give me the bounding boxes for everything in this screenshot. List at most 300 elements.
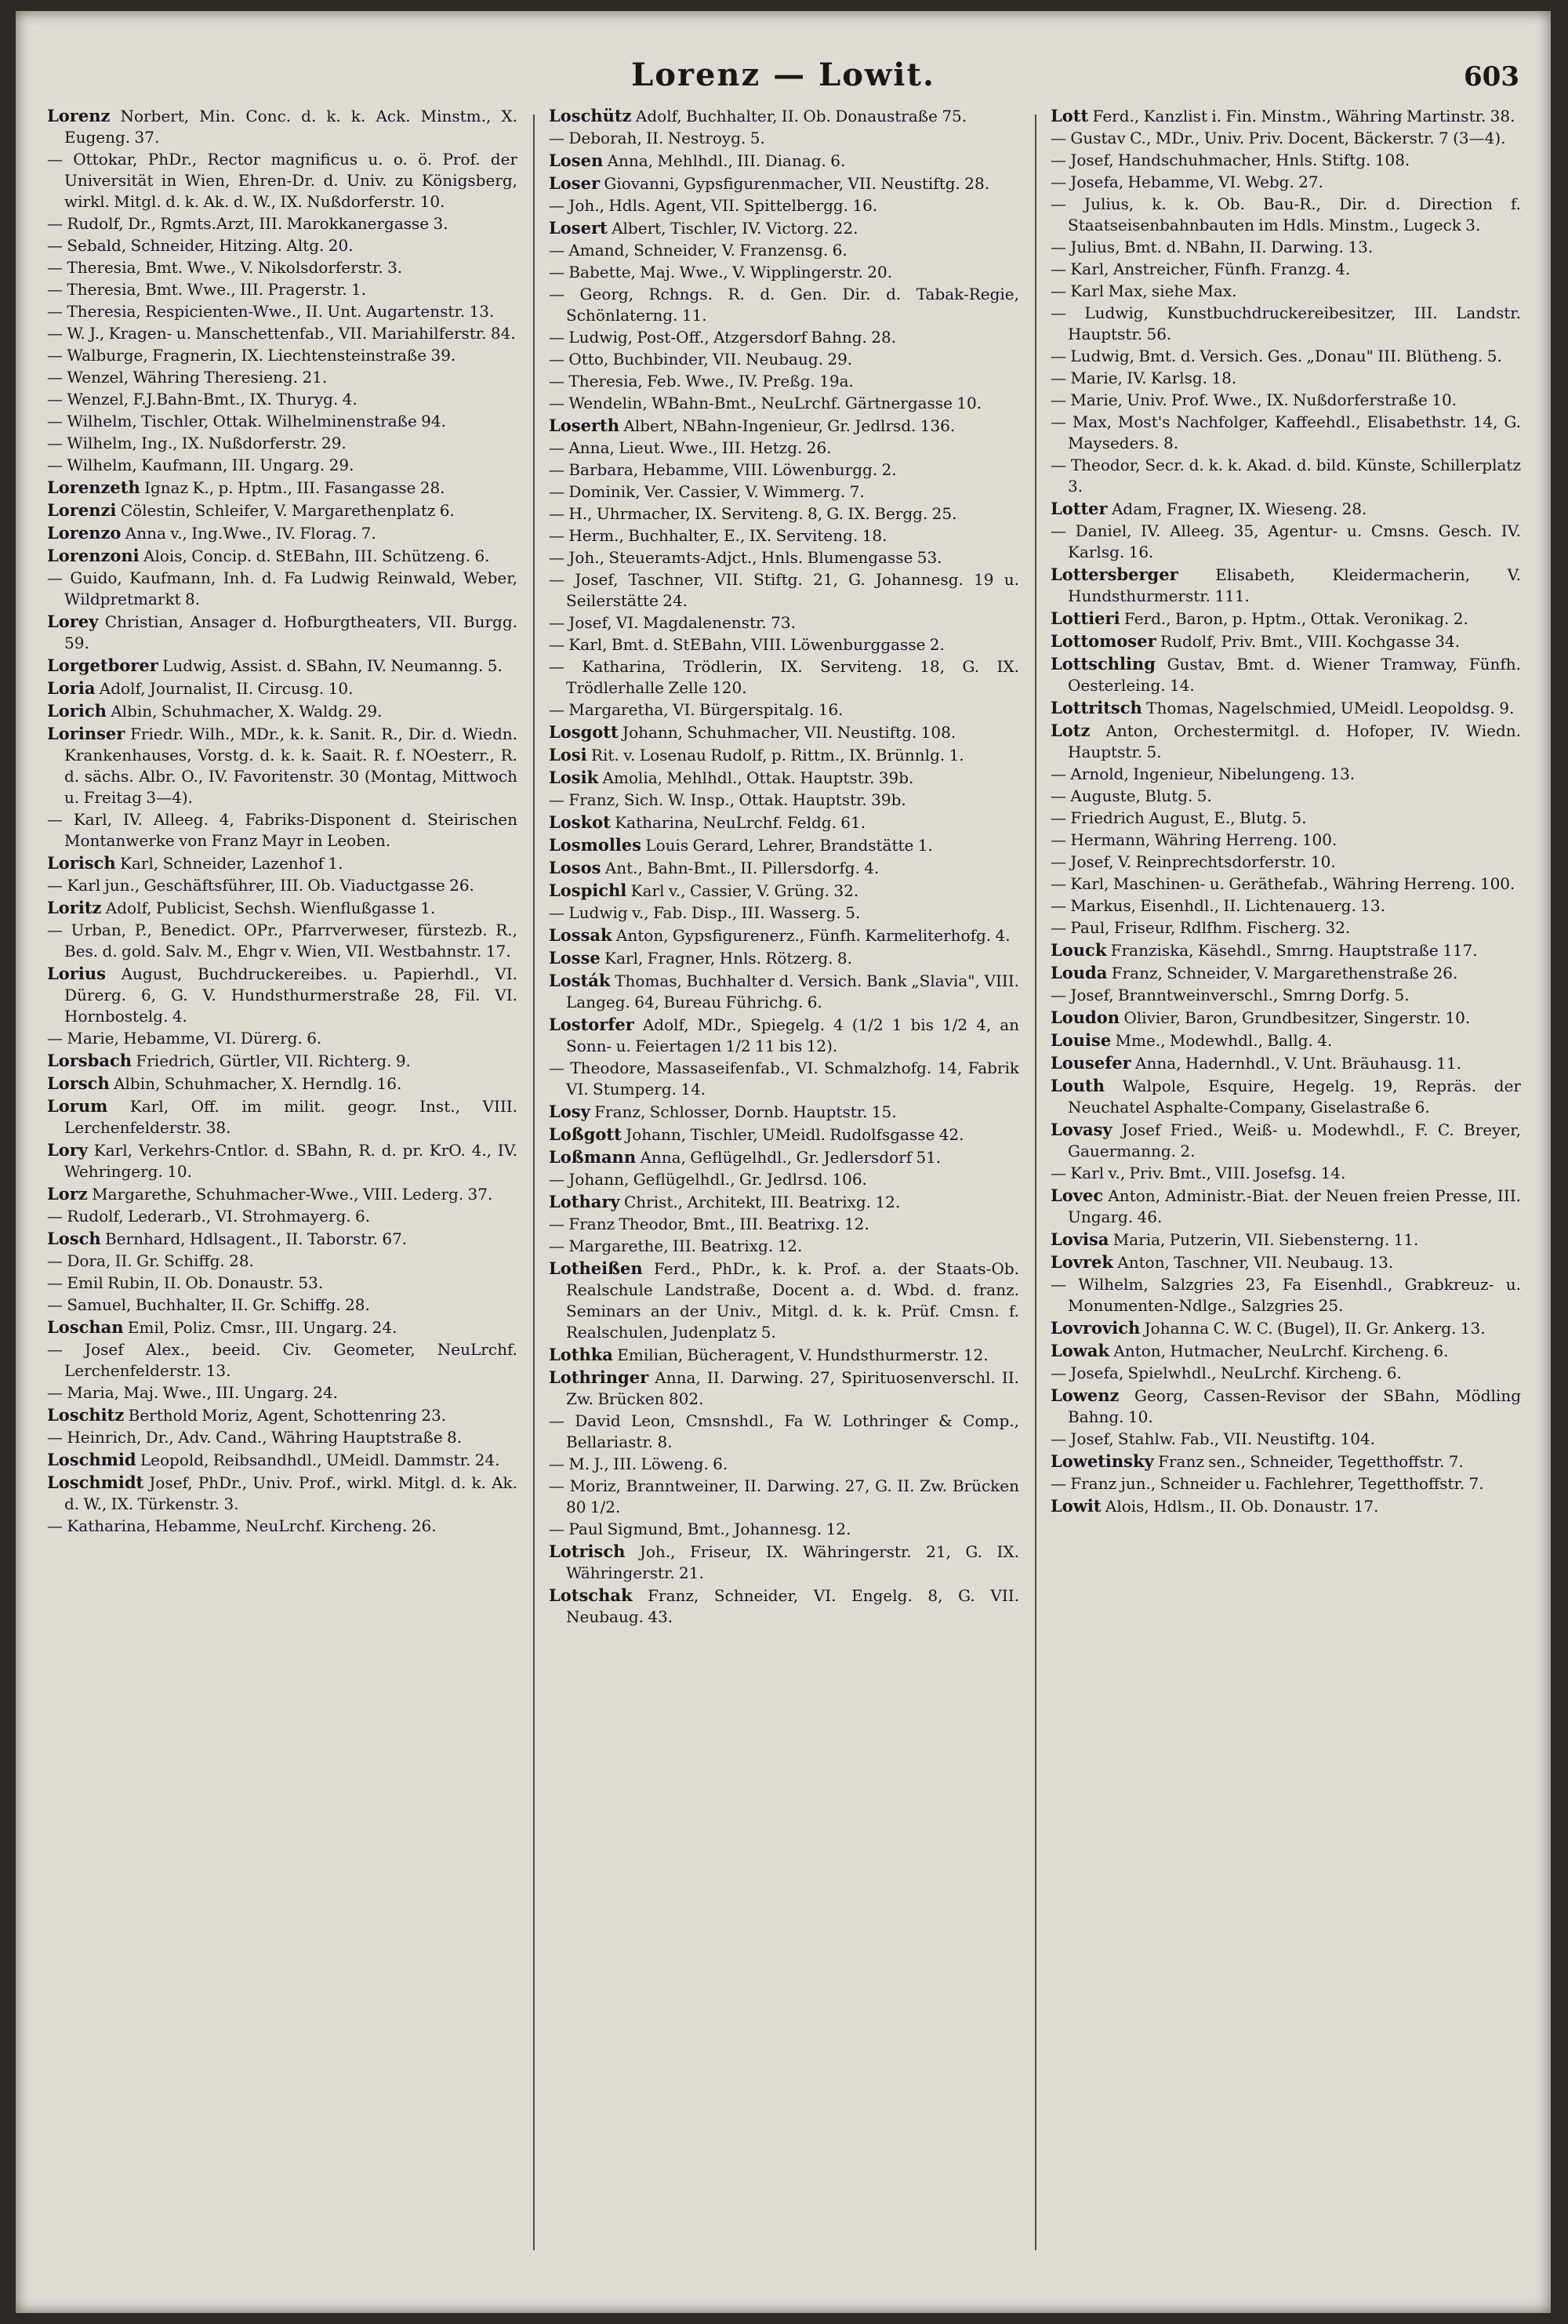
directory-entry	[549, 1541, 1019, 1584]
entry-surname: Lorich	[47, 701, 107, 721]
entry-details: — Dominik, Ver. Cassier, V. Wimmerg. 7.	[549, 482, 865, 501]
entry-surname: Lott	[1051, 106, 1089, 125]
entry-surname: Lousefer	[1051, 1053, 1131, 1073]
directory-entry	[1051, 1274, 1521, 1316]
entry-details: Olivier, Baron, Grundbesitzer, Singerstr. 10.	[1120, 1008, 1471, 1027]
directory-entry	[549, 699, 1019, 721]
entry-surname: Lottomoser	[1051, 631, 1156, 651]
directory-entry	[47, 345, 517, 366]
directory-entry	[1051, 1385, 1521, 1428]
directory-entry	[1051, 455, 1521, 497]
entry-surname: Lovisa	[1051, 1229, 1109, 1249]
entry-details: Anton, Taschner, VII. Neubaug. 13.	[1112, 1253, 1394, 1272]
entry-details: — Marie, Hebamme, VI. Dürerg. 6.	[47, 1029, 322, 1048]
entry-details: — Barbara, Hebamme, VIII. Löwenburgg. 2.	[549, 460, 897, 479]
entry-details: Ferd., Baron, p. Hptm., Ottak. Veronikag. 2.	[1120, 609, 1468, 628]
entry-details: — Josef, Stahlw. Fab., VII. Neustiftg. 104.	[1051, 1429, 1375, 1448]
entry-surname: Losik	[549, 768, 599, 787]
entry-surname: Lossak	[549, 925, 612, 945]
entry-details: — Joh., Steueramts-Adjct., Hnls. Blumengasse 53.	[549, 548, 942, 567]
directory-entry	[47, 1449, 517, 1471]
entry-details: — Katharina, Hebamme, NeuLrchf. Kircheng. 26.	[47, 1516, 437, 1535]
entry-surname: Lovec	[1051, 1186, 1104, 1205]
directory-entry	[47, 149, 517, 212]
page-number: 603	[1464, 61, 1519, 93]
directory-entry	[1051, 895, 1521, 917]
directory-entry	[1051, 873, 1521, 895]
entry-details: Walpole, Esquire, Hegelg. 19, Repräs. der Neuchatel Asphalte-Company, Giselastraße 6.	[1068, 1077, 1521, 1117]
entry-details: Rudolf, Priv. Bmt., VIII. Kochgasse 34.	[1156, 632, 1461, 651]
entry-details: — Heinrich, Dr., Adv. Cand., Währing Hauptstraße 8.	[47, 1428, 463, 1447]
entry-details: Anna, Geflügelhdl., Gr. Jedlersdorf 51.	[636, 1148, 942, 1167]
directory-entry	[549, 1146, 1019, 1168]
entry-details: — Josef, V. Reinprechtsdorferstr. 10.	[1051, 852, 1336, 871]
entry-details: — Babette, Maj. Wwe., V. Wipplingerstr. 20.	[549, 263, 893, 281]
directory-entry	[549, 1585, 1019, 1628]
directory-entry	[549, 547, 1019, 568]
entry-details: Anna, Hadernhdl., V. Unt. Bräuhausg. 11.	[1131, 1054, 1461, 1073]
entry-details: — Marie, Univ. Prof. Wwe., IX. Nußdorferstraße 10.	[1051, 390, 1457, 409]
entry-surname: Loschmidt	[47, 1472, 144, 1492]
page-header	[16, 49, 1551, 111]
entry-surname: Lothary	[549, 1192, 620, 1211]
directory-entry	[1051, 1495, 1521, 1517]
directory-entry	[1051, 498, 1521, 520]
directory-entry	[47, 1228, 517, 1250]
entry-details: — Karl jun., Geschäftsführer, III. Ob. Viaductgasse 26.	[47, 876, 474, 895]
entry-surname: Lostorfer	[549, 1015, 634, 1034]
entry-details: — Georg, Rchngs. R. d. Gen. Dir. d. Tabak-Regie, Schönlaterng. 11.	[549, 285, 1019, 325]
directory-entry	[549, 481, 1019, 503]
directory-entry	[549, 1519, 1019, 1540]
directory-entry	[47, 611, 517, 654]
entry-details: — Arnold, Ingenieur, Nibelungeng. 13.	[1051, 764, 1356, 783]
entry-surname: Lotheißen	[549, 1258, 643, 1278]
entry-surname: Losse	[549, 948, 601, 968]
entry-details: — W. J., Kragen- u. Manschettenfab., VII. Mariahilferstr. 84.	[47, 324, 516, 343]
entry-details: — Karl, Maschinen- u. Geräthefab., Währing Herreng. 100.	[1051, 874, 1515, 893]
entry-details: Karl, Off. im milit. geogr. Inst., VIII. Lerchenfelderstr. 38.	[64, 1097, 517, 1137]
directory-entry	[1051, 808, 1521, 829]
entry-details: Franz, Schneider, V. Margarethenstraße 26.	[1107, 964, 1458, 982]
directory-entry	[1051, 150, 1521, 171]
directory-entry	[47, 301, 517, 322]
entry-details: — Friedrich August, E., Blutg. 5.	[1051, 808, 1307, 827]
entry-surname: Loßgott	[549, 1124, 622, 1144]
directory-entry	[549, 947, 1019, 969]
entry-details: Franz sen., Schneider, Tegetthoffstr. 7.	[1153, 1452, 1464, 1471]
directory-entry	[549, 634, 1019, 655]
entry-details: Karl v., Cassier, V. Grüng. 32.	[626, 881, 859, 900]
directory-entry	[549, 349, 1019, 370]
directory-entry	[47, 1339, 517, 1382]
entry-details: Anton, Administr.-Biat. der Neuen freien Presse, III. Ungarg. 46.	[1068, 1186, 1521, 1226]
directory-entry	[1051, 653, 1521, 696]
entry-surname: Lovrovich	[1051, 1318, 1141, 1338]
entry-surname: Loßmann	[549, 1147, 637, 1167]
directory-entry	[47, 1206, 517, 1227]
entry-details: Katharina, NeuLrchf. Feldg. 61.	[610, 813, 866, 832]
entry-surname: Loskot	[549, 812, 611, 832]
directory-entry	[1051, 1317, 1521, 1339]
entry-details: — Katharina, Trödlerin, IX. Serviteng. 18, G. IX. Trödlerhalle Zelle 120.	[549, 657, 1019, 697]
directory-entry	[549, 150, 1019, 172]
directory-entry	[47, 1273, 517, 1294]
entry-details: — Franz Theodor, Bmt., III. Beatrixg. 12.	[549, 1215, 869, 1233]
entry-details: Albin, Schuhmacher, X. Herndlg. 16.	[109, 1074, 402, 1093]
directory-entry	[549, 1367, 1019, 1410]
directory-entry	[47, 1516, 517, 1537]
entry-details: Ignaz K., p. Hptm., III. Fasangasse 28.	[140, 478, 445, 497]
entry-details: — Auguste, Blutg. 5.	[1051, 786, 1212, 805]
entry-details: — Marie, IV. Karlsg. 18.	[1051, 369, 1237, 387]
entry-surname: Loria	[47, 678, 96, 698]
directory-entry	[1051, 1473, 1521, 1494]
directory-entry	[549, 1124, 1019, 1146]
entry-details: Elisabeth, Kleidermacherin, V. Hundsthurmerstr. 111.	[1068, 565, 1521, 605]
directory-entry	[1051, 985, 1521, 1006]
entry-details: Emilian, Bücheragent, V. Hundsthurmerstr. 12.	[612, 1345, 989, 1364]
directory-entry	[1051, 852, 1521, 873]
directory-entry	[47, 920, 517, 962]
entry-details: Thomas, Nagelschmied, UMeidl. Leopoldsg. 9.	[1142, 699, 1515, 717]
entry-details: — Moriz, Branntweiner, II. Darwing. 27, G. II. Zw. Brücken 80 1/2.	[549, 1476, 1019, 1516]
directory-entry	[47, 499, 517, 521]
entry-details: Louis Gerard, Lehrer, Brandstätte 1.	[641, 836, 933, 855]
directory-entry	[1051, 830, 1521, 851]
entry-surname: Loser	[549, 173, 601, 193]
entry-surname: Louck	[1051, 940, 1107, 960]
directory-entry	[1051, 1229, 1521, 1251]
entry-surname: Lovrek	[1051, 1252, 1113, 1272]
directory-entry	[549, 1411, 1019, 1453]
entry-details: — M. J., III. Löweng. 6.	[549, 1454, 728, 1473]
entry-surname: Losen	[549, 151, 604, 170]
directory-entry	[549, 1014, 1019, 1057]
entry-surname: Losch	[47, 1229, 101, 1248]
directory-entry	[1051, 237, 1521, 258]
entry-details: — Julius, k. k. Ob. Bau-R., Dir. d. Direction f. Staatseisenbahnbauten im Hdls. Minstm., Lugeck 3.	[1051, 194, 1521, 234]
directory-entry	[47, 235, 517, 256]
directory-entry	[1051, 786, 1521, 807]
directory-entry	[1051, 1363, 1521, 1384]
directory-entry	[549, 857, 1019, 879]
directory-entry	[47, 411, 517, 432]
entry-details: — Josefa, Spielwhdl., NeuLrchf. Kircheng. 6.	[1051, 1364, 1402, 1382]
entry-details: — Wenzel, F.J.Bahn-Bmt., IX. Thuryg. 4.	[47, 390, 358, 409]
directory-entry	[1051, 194, 1521, 236]
directory-entry	[1051, 1029, 1521, 1051]
entry-details: Margarethe, Schuhmacher-Wwe., VIII. Lederg. 37.	[87, 1185, 493, 1204]
entry-details: — Josef, Handschuhmacher, Hnls. Stiftg. 108.	[1051, 151, 1410, 169]
entry-details: Alois, Hdlsm., II. Ob. Donaustr. 17.	[1101, 1497, 1379, 1516]
directory-entry	[549, 525, 1019, 547]
entry-details: Albin, Schuhmacher, X. Waldg. 29.	[106, 702, 383, 721]
directory-entry	[1051, 962, 1521, 984]
entry-details: Mme., Modewhdl., Ballg. 4.	[1111, 1031, 1333, 1050]
directory-entry	[47, 655, 517, 677]
directory-entry	[549, 1236, 1019, 1257]
entry-surname: Louise	[1051, 1030, 1112, 1050]
entry-surname: Lorenzeth	[47, 478, 140, 497]
entry-details: Adolf, MDr., Spiegelg. 4 (1/2 1 bis 1/2 4, an Sonn- u. Feiertagen 1/2 11 bis 12).	[566, 1015, 1019, 1055]
entry-details: Cölestin, Schleifer, V. Margarethenplatz 6.	[116, 501, 455, 520]
entry-details: Christian, Ansager d. Hofburgtheaters, VII. Burgg. 59.	[64, 612, 517, 652]
running-head: Lorenz — Lowit.	[631, 56, 935, 93]
directory-entry	[1051, 281, 1521, 302]
entry-details: — Theresia, Bmt. Wwe., III. Pragerstr. 1.	[47, 280, 367, 299]
directory-entry	[1051, 172, 1521, 193]
directory-entry	[549, 924, 1019, 946]
entry-surname: Loschmid	[47, 1450, 136, 1469]
directory-entry	[1051, 939, 1521, 961]
directory-entry	[549, 612, 1019, 634]
entry-details: — Wendelin, WBahn-Bmt., NeuLrchf. Gärtnergasse 10.	[549, 394, 982, 412]
entry-details: — Guido, Kaufmann, Inh. d. Fa Ludwig Reinwald, Weber, Wildpretmarkt 8.	[47, 568, 517, 608]
directory-entry	[47, 1295, 517, 1316]
entry-details: — Margaretha, VI. Bürgerspitalg. 16.	[549, 700, 844, 719]
directory-entry	[549, 217, 1019, 239]
entry-details: Norbert, Min. Conc. d. k. k. Ack. Minstm., X. Eugeng. 37.	[64, 107, 517, 147]
directory-entry	[47, 323, 517, 344]
entry-surname: Lorenzo	[47, 523, 122, 543]
directory-entry	[549, 415, 1019, 437]
directory-entry	[549, 1454, 1019, 1475]
directory-entry	[549, 767, 1019, 789]
directory-entry	[47, 723, 517, 808]
entry-details: — Karl, Bmt. d. StEBahn, VIII. Löwenburggasse 2.	[549, 635, 945, 654]
entry-details: Joh., Friseur, IX. Währingerstr. 21, G. IX. Währingerstr. 21.	[566, 1542, 1019, 1582]
entry-details: — Theresia, Bmt. Wwe., V. Nikolsdorferstr. 3.	[47, 258, 403, 277]
entry-details: — Karl Max, siehe Max.	[1051, 281, 1237, 300]
entry-details: — Deborah, II. Nestroyg. 5.	[549, 129, 765, 147]
directory-entry	[47, 852, 517, 874]
entry-details: Ludwig, Assist. d. SBahn, IV. Neumanng. 5.	[158, 656, 503, 675]
directory-entry	[549, 721, 1019, 743]
directory-entry	[1051, 1075, 1521, 1118]
directory-entry	[549, 1258, 1019, 1343]
entry-details: Johann, Schuhmacher, VII. Neustiftg. 108.	[618, 723, 956, 742]
entry-details: Anton, Gypsfigurenerz., Fünfh. Karmeliterhofg. 4.	[612, 926, 1011, 945]
entry-details: Albert, Tischler, IV. Victorg. 22.	[607, 219, 858, 238]
entry-details: — Dora, II. Gr. Schiffg. 28.	[47, 1251, 254, 1270]
entry-details: Alois, Concip. d. StEBahn, III. Schützeng. 6.	[139, 547, 490, 565]
entry-details: — Daniel, IV. Alleeg. 35, Agentur- u. Cmsns. Gesch. IV. Karlsg. 16.	[1051, 521, 1521, 561]
entry-surname: Loritz	[47, 898, 102, 917]
directory-entry	[1051, 303, 1521, 345]
entry-details: — Karl, IV. Alleeg. 4, Fabriks-Disponent d. Steirischen Montanwerke von Franz Mayr in Leoben.	[47, 810, 517, 850]
directory-entry	[549, 569, 1019, 612]
directory-entry	[549, 1101, 1019, 1123]
directory-entry	[549, 1058, 1019, 1100]
directory-entry	[549, 195, 1019, 216]
entry-details: — Josef, Taschner, VII. Stiftg. 21, G. Johannesg. 19 u. Seilerstätte 24.	[549, 570, 1019, 610]
entry-details: Leopold, Reibsandhdl., UMeidl. Dammstr. 24.	[136, 1451, 500, 1469]
directory-entry	[549, 459, 1019, 481]
entry-surname: Lorenz	[47, 106, 111, 125]
entry-details: — Urban, P., Benedict. OPr., Pfarrverweser, fürstezb. R., Bes. d. gold. Salv. M., Ehgr v. Wien, VII. Westbahnstr. 17.	[47, 921, 517, 960]
directory-entry	[47, 677, 517, 699]
entry-details: — Josef Alex., beeid. Civ. Geometer, NeuLrchf. Lerchenfelderstr. 13.	[47, 1340, 517, 1380]
entry-details: — Rudolf, Lederarb., VI. Strohmayerg. 6.	[47, 1207, 371, 1226]
directory-entry	[47, 545, 517, 567]
entry-details: Ferd., Kanzlist i. Fin. Minstm., Währing Martinstr. 38.	[1088, 107, 1515, 125]
directory-entry	[549, 902, 1019, 924]
directory-entry	[1051, 1185, 1521, 1228]
entry-details: Karl, Fragner, Hnls. Rötzerg. 8.	[600, 949, 853, 968]
entry-surname: Lotter	[1051, 499, 1108, 518]
directory-entry	[1051, 1251, 1521, 1273]
column-rule	[533, 114, 535, 2250]
entry-details: — Franz jun., Schneider u. Fachlehrer, Tegetthoffstr. 7.	[1051, 1474, 1484, 1493]
entry-surname: Loserth	[549, 416, 619, 435]
entry-surname: Lothringer	[549, 1367, 649, 1387]
entry-details: — Markus, Eisenhdl., II. Lichtenauerg. 13.	[1051, 896, 1385, 915]
directory-entry	[549, 1169, 1019, 1190]
entry-surname: Lorenzi	[47, 500, 117, 520]
entry-details: Josef Fried., Weiß- u. Modewhdl., F. C. Breyer, Gauermanng. 2.	[1068, 1120, 1521, 1160]
entry-surname: Lorsch	[47, 1073, 110, 1093]
directory-entry	[1051, 1429, 1521, 1450]
directory-entry	[549, 128, 1019, 149]
directory-entry	[1051, 1052, 1521, 1074]
directory-entry	[1051, 259, 1521, 280]
entry-surname: Losy	[549, 1102, 590, 1121]
entry-details: — Samuel, Buchhalter, II. Gr. Schiffg. 28.	[47, 1295, 370, 1314]
entry-surname: Lorey	[47, 612, 99, 631]
entry-details: Thomas, Buchhalter d. Versich. Bank „Slavia", VIII. Langeg. 64, Bureau Führichg. 6.	[566, 971, 1019, 1011]
entry-surname: Lottritsch	[1051, 698, 1142, 717]
entry-details: — Walburge, Fragnerin, IX. Liechtensteinstraße 39.	[47, 346, 456, 365]
directory-entry	[549, 1214, 1019, 1235]
directory-entry	[549, 284, 1019, 326]
entry-details: — Ludwig, Kunstbuchdruckereibesitzer, III. Landstr. Hauptstr. 56.	[1051, 303, 1521, 343]
entry-surname: Lowenz	[1051, 1385, 1120, 1405]
directory-entry	[549, 240, 1019, 261]
entry-details: Berthold Moriz, Agent, Schottenring 23.	[124, 1406, 447, 1425]
entry-details: — Wilhelm, Salzgries 23, Fa Eisenhdl., Grabkreuz- u. Monumenten-Ndlge., Salzgries 25.	[1051, 1275, 1521, 1315]
entry-surname: Lorz	[47, 1184, 88, 1204]
directory-entry	[47, 897, 517, 919]
entry-details: — Theresia, Respicienten-Wwe., II. Unt. Augartenstr. 13.	[47, 302, 495, 321]
entry-details: Karl, Verkehrs-Cntlor. d. SBahn, R. d. pr. KrO. 4., IV. Wehringerg. 10.	[64, 1141, 517, 1181]
entry-surname: Lottersberger	[1051, 565, 1178, 584]
directory-entry	[47, 1404, 517, 1426]
entry-surname: Losos	[549, 858, 601, 877]
directory-page	[16, 11, 1551, 2313]
directory-entry	[1051, 390, 1521, 411]
directory-entry	[47, 1139, 517, 1182]
directory-entry	[549, 327, 1019, 348]
directory-entry	[1051, 917, 1521, 939]
entry-surname: Lorisch	[47, 853, 116, 873]
entry-details: — Wenzel, Währing Theresieng. 21.	[47, 368, 328, 387]
entry-details: Anton, Orchestermitgl. d. Hofoper, IV. Wiedn. Hauptstr. 5.	[1068, 721, 1521, 761]
entry-details: Franz, Schneider, VI. Engelg. 8, G. VII. Neubaug. 43.	[566, 1586, 1019, 1626]
entry-details: Christ., Architekt, III. Beatrixg. 12.	[619, 1193, 901, 1211]
entry-surname: Lorum	[47, 1096, 108, 1116]
entry-details: — David Leon, Cmsnshdl., Fa W. Lothringer & Comp., Bellariastr. 8.	[549, 1411, 1019, 1451]
directory-entry	[47, 257, 517, 278]
entry-surname: Lospichl	[549, 881, 627, 900]
entry-surname: Lorsbach	[47, 1051, 132, 1070]
entry-details: Georg, Cassen-Revisor der SBahn, Mödling Bahng. 10.	[1068, 1386, 1521, 1426]
entry-surname: Loschütz	[549, 106, 632, 125]
directory-entry	[47, 105, 517, 148]
directory-entry	[549, 172, 1019, 194]
directory-entry	[47, 1472, 517, 1515]
directory-entry	[47, 1183, 517, 1205]
entry-surname: Lorenzoni	[47, 546, 140, 565]
entry-surname: Lorinser	[47, 724, 125, 743]
entry-details: Adolf, Journalist, II. Circusg. 10.	[95, 679, 354, 698]
entry-details: — Karl, Anstreicher, Fünfh. Franzg. 4.	[1051, 260, 1351, 278]
entry-details: — Ludwig, Bmt. d. Versich. Ges. „Donau" III. Blütheng. 5.	[1051, 347, 1502, 365]
directory-entry	[549, 834, 1019, 856]
directory-entry	[549, 970, 1019, 1013]
directory-entry	[1051, 764, 1521, 785]
directory-entry	[1051, 1163, 1521, 1184]
entry-details: — Wilhelm, Tischler, Ottak. Wilhelminenstraße 94.	[47, 412, 446, 430]
entry-details: Ferd., PhDr., k. k. Prof. a. der Staats-Ob. Realschule Landstraße, Docent a. d. Wbd. d. franz. Seminars an der Univ., Mitgl. d. k. k. Prüf. Cmsn. f. Realschulen, Judenplatz 5.	[566, 1259, 1019, 1342]
directory-entry	[549, 1476, 1019, 1518]
entry-details: — Herm., Buchhalter, E., IX. Serviteng. 18.	[549, 526, 887, 545]
entry-details: Albert, NBahn-Ingenieur, Gr. Jedlrsd. 136.	[619, 416, 956, 435]
directory-entry	[1051, 1007, 1521, 1029]
directory-entry	[47, 455, 517, 476]
entry-details: Bernhard, Hdlsagent., II. Taborstr. 67.	[100, 1229, 408, 1248]
entry-surname: Loschan	[47, 1317, 124, 1337]
directory-entry	[47, 279, 517, 300]
entry-details: — Johann, Geflügelhdl., Gr. Jedlrsd. 106.	[549, 1170, 867, 1189]
entry-details: — Paul, Friseur, Rdlfhm. Fischerg. 32.	[1051, 918, 1351, 937]
entry-surname: Losták	[549, 971, 611, 990]
entry-details: Giovanni, Gypsfigurenmacher, VII. Neustiftg. 28.	[600, 174, 990, 193]
entry-details: — Emil Rubin, II. Ob. Donaustr. 53.	[47, 1273, 324, 1292]
entry-details: — Josef, Branntweinverschl., Smrng Dorfg. 5.	[1051, 986, 1410, 1004]
directory-entry	[1051, 521, 1521, 563]
directory-entry	[549, 790, 1019, 811]
directory-entry	[1051, 105, 1521, 127]
directory-entry	[47, 875, 517, 896]
directory-entry	[47, 1382, 517, 1403]
entry-surname: Loschitz	[47, 1405, 125, 1425]
directory-entry	[1051, 368, 1521, 389]
entry-surname: Lowetinsky	[1051, 1451, 1154, 1471]
column-1	[47, 105, 517, 2282]
entry-surname: Lothka	[549, 1345, 613, 1364]
entry-details: — Amand, Schneider, V. Franzensg. 6.	[549, 241, 848, 260]
directory-entry	[1051, 630, 1521, 652]
entry-details: — Maria, Maj. Wwe., III. Ungarg. 24.	[47, 1383, 339, 1402]
directory-entry	[549, 880, 1019, 902]
entry-details: — Rudolf, Dr., Rgmts.Arzt, III. Marokkanergasse 3.	[47, 214, 448, 233]
entry-details: Ant., Bahn-Bmt., II. Pillersdorfg. 4.	[601, 859, 880, 877]
entry-surname: Lovasy	[1051, 1120, 1112, 1139]
directory-entry	[47, 1050, 517, 1072]
directory-entry	[47, 522, 517, 544]
entry-surname: Lottschling	[1051, 654, 1156, 674]
entry-details: Amolia, Mehlhdl., Ottak. Hauptstr. 39b.	[598, 768, 914, 787]
entry-surname: Lotrisch	[549, 1541, 626, 1561]
directory-entry	[549, 438, 1019, 459]
directory-entry	[549, 105, 1019, 127]
directory-entry	[1051, 1340, 1521, 1362]
directory-entry	[1051, 564, 1521, 607]
directory-entry	[47, 1251, 517, 1272]
entry-details: Josef, PhDr., Univ. Prof., wirkl. Mitgl. d. k. Ak. d. W., IX. Türkenstr. 3.	[64, 1473, 517, 1513]
directory-entry	[47, 963, 517, 1027]
